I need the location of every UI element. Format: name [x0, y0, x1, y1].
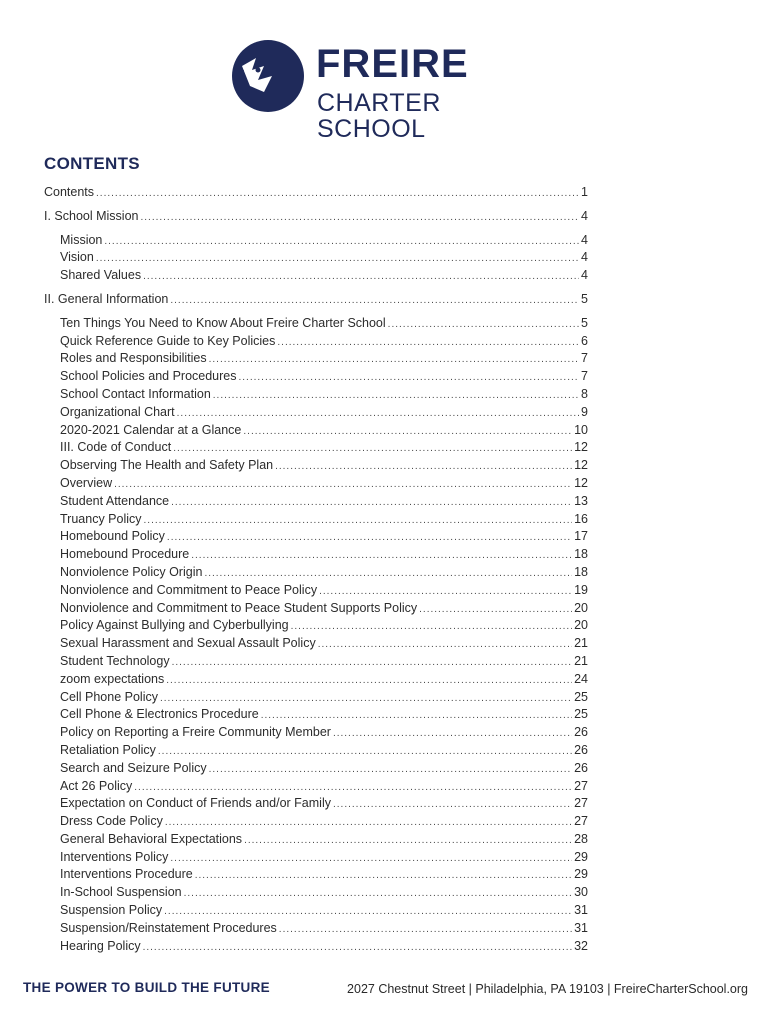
toc-entry[interactable]: [44, 813, 588, 831]
toc-leader-dots: [195, 867, 572, 885]
toc-leader-dots: [275, 458, 572, 476]
toc-entry[interactable]: [44, 564, 588, 582]
toc-entry-title: School Policies and Procedures: [60, 369, 237, 384]
toc-entry-title: Hearing Policy: [60, 938, 141, 953]
toc-entry-title: General Behavioral Expectations: [60, 831, 243, 846]
toc-entry-title: Policy Against Bullying and Cyberbullying: [60, 618, 289, 633]
toc-entry[interactable]: [44, 724, 588, 742]
toc-entry-page: 12: [574, 440, 588, 455]
toc-entry-title: Roles and Responsibilities: [60, 351, 207, 366]
toc-entry-title: Truancy Policy: [60, 511, 142, 526]
toc-entry-title: Interventions Procedure: [60, 867, 193, 882]
toc-leader-dots: [96, 250, 579, 268]
toc-entry-page: 16: [574, 511, 588, 526]
toc-leader-dots: [143, 939, 573, 957]
toc-entry[interactable]: [44, 849, 588, 867]
toc-entry-title: Search and Seizure Policy: [60, 760, 207, 775]
toc-leader-dots: [333, 725, 572, 743]
toc-entry[interactable]: [44, 689, 588, 707]
brand-subtitle: CHARTER SCHOOL: [317, 89, 441, 143]
toc-entry-title: Dress Code Policy: [60, 814, 163, 829]
toc-entry[interactable]: [44, 404, 588, 422]
toc-leader-dots: [388, 316, 579, 334]
toc-entry-page: 18: [574, 547, 588, 562]
toc-entry[interactable]: [44, 184, 588, 202]
toc-entry[interactable]: [44, 439, 588, 457]
toc-entry-title: zoom expectations: [60, 671, 165, 686]
toc-entry-page: 25: [574, 707, 588, 722]
toc-entry[interactable]: [44, 635, 588, 653]
toc-entry[interactable]: [44, 232, 588, 250]
toc-entry[interactable]: [44, 546, 588, 564]
toc-entry-title: 2020-2021 Calendar at a Glance: [60, 422, 242, 437]
toc-leader-dots: [114, 476, 572, 494]
toc-entry-title: III. Code of Conduct: [60, 440, 172, 455]
toc-entry-page: 25: [574, 689, 588, 704]
toc-entry[interactable]: [44, 208, 588, 226]
school-logo: [228, 36, 548, 143]
toc-entry-title: Cell Phone Policy: [60, 689, 158, 704]
toc-leader-dots: [204, 565, 572, 583]
toc-entry-page: 29: [574, 849, 588, 864]
toc-entry-title: Policy on Reporting a Freire Community Member: [60, 725, 331, 740]
toc-entry[interactable]: [44, 902, 588, 920]
toc-entry-page: 20: [574, 600, 588, 615]
toc-entry-page: 26: [574, 742, 588, 757]
toc-entry[interactable]: [44, 333, 588, 351]
toc-leader-dots: [164, 903, 572, 921]
toc-entry-page: 31: [574, 920, 588, 935]
toc-entry[interactable]: [44, 582, 588, 600]
toc-entry-title: I. School Mission: [44, 208, 139, 223]
toc-leader-dots: [184, 885, 572, 903]
toc-entry-title: Contents: [44, 185, 95, 199]
toc-entry-page: 19: [574, 582, 588, 597]
toc-entry-page: 4: [581, 208, 588, 223]
toc-leader-dots: [165, 814, 572, 832]
toc-entry[interactable]: [44, 267, 588, 285]
toc-entry-page: 29: [574, 867, 588, 882]
toc-entry-title: II. General Information: [44, 291, 169, 306]
toc-entry-title: Quick Reference Guide to Key Policies: [60, 333, 276, 348]
toc-entry-page: 26: [574, 725, 588, 740]
toc-entry[interactable]: [44, 386, 588, 404]
toc-leader-dots: [172, 654, 573, 672]
toc-entry-title: Nonviolence Policy Origin: [60, 564, 203, 579]
toc-leader-dots: [209, 351, 579, 369]
toc-entry-title: Homebound Procedure: [60, 547, 190, 562]
toc-entry-page: 31: [574, 903, 588, 918]
toc-entry-title: Overview: [60, 475, 113, 490]
toc-entry[interactable]: [44, 920, 588, 938]
toc-entry[interactable]: [44, 291, 588, 309]
toc-entry-page: 9: [581, 404, 588, 419]
toc-entry-title: Mission: [60, 232, 103, 247]
toc-entry-title: Expectation on Conduct of Friends and/or Family: [60, 796, 331, 811]
toc-entry-page: 5: [581, 291, 588, 306]
toc-entry-page: 27: [574, 814, 588, 829]
toc-entry-title: Student Attendance: [60, 493, 170, 508]
toc-entry-title: Ten Things You Need to Know About Freire Charter School: [60, 315, 386, 330]
toc-leader-dots: [239, 369, 580, 387]
toc-entry-title: Shared Values: [60, 268, 142, 283]
toc-entry[interactable]: [44, 457, 588, 475]
toc-leader-dots: [419, 601, 572, 619]
toc-leader-dots: [279, 921, 572, 939]
toc-entry-page: 20: [574, 618, 588, 633]
toc-leader-dots: [104, 233, 579, 251]
brand-name: FREIRE: [316, 42, 469, 86]
toc-entry[interactable]: [44, 493, 588, 511]
toc-leader-dots: [291, 618, 572, 636]
toc-entry-page: 21: [574, 653, 588, 668]
toc-entry[interactable]: [44, 671, 588, 689]
toc-entry-page: 21: [574, 636, 588, 651]
toc-entry-title: Homebound Policy: [60, 529, 165, 544]
toc-leader-dots: [170, 850, 572, 868]
toc-entry-page: 27: [574, 796, 588, 811]
toc-entry-title: Student Technology: [60, 653, 170, 668]
toc-leader-dots: [158, 743, 572, 761]
toc-entry-title: Cell Phone & Electronics Procedure: [60, 707, 259, 722]
toc-leader-dots: [243, 423, 572, 441]
toc-entry-title: Act 26 Policy: [60, 778, 133, 793]
table-of-contents: [44, 184, 588, 955]
toc-leader-dots: [140, 209, 579, 227]
toc-leader-dots: [143, 268, 579, 286]
toc-heading: CONTENTS: [44, 154, 140, 173]
toc-leader-dots: [209, 761, 572, 779]
toc-leader-dots: [319, 583, 572, 601]
toc-entry-page: 27: [574, 778, 588, 793]
toc-entry-title: Nonviolence and Commitment to Peace Policy: [60, 582, 318, 597]
toc-entry-page: 13: [574, 493, 588, 508]
toc-leader-dots: [318, 636, 572, 654]
toc-entry-page: 8: [581, 386, 588, 401]
toc-entry-page: 6: [581, 333, 588, 348]
toc-entry[interactable]: [44, 422, 588, 440]
toc-entry[interactable]: [44, 778, 588, 796]
dragon-emblem-icon: [228, 36, 308, 116]
toc-leader-dots: [166, 672, 572, 690]
toc-entry[interactable]: [44, 511, 588, 529]
toc-leader-dots: [160, 690, 572, 708]
toc-entry-title: Organizational Chart: [60, 404, 175, 419]
toc-entry[interactable]: [44, 617, 588, 635]
toc-leader-dots: [191, 547, 572, 565]
toc-leader-dots: [173, 440, 572, 458]
toc-entry-title: Vision: [60, 250, 94, 265]
toc-leader-dots: [261, 707, 572, 725]
toc-leader-dots: [167, 529, 572, 547]
toc-entry-page: 4: [581, 232, 588, 247]
toc-entry-page: 28: [574, 831, 588, 846]
toc-leader-dots: [134, 779, 572, 797]
toc-leader-dots: [96, 185, 579, 203]
toc-entry-title: Observing The Health and Safety Plan: [60, 458, 274, 473]
toc-entry-title: Nonviolence and Commitment to Peace Student Supports Policy: [60, 600, 418, 615]
toc-entry-page: 1: [581, 185, 588, 199]
toc-entry[interactable]: [44, 528, 588, 546]
toc-entry[interactable]: [44, 742, 588, 760]
toc-entry-page: 5: [581, 315, 588, 330]
toc-leader-dots: [333, 796, 572, 814]
toc-entry-title: Sexual Harassment and Sexual Assault Policy: [60, 636, 316, 651]
toc-entry-page: 17: [574, 529, 588, 544]
toc-entry[interactable]: [44, 706, 588, 724]
toc-entry[interactable]: [44, 938, 588, 956]
toc-entry-title: Suspension Policy: [60, 903, 163, 918]
toc-entry-page: 12: [574, 475, 588, 490]
toc-entry-page: 10: [574, 422, 588, 437]
toc-entry[interactable]: [44, 350, 588, 368]
toc-entry-title: School Contact Information: [60, 386, 211, 401]
toc-entry-page: 18: [574, 564, 588, 579]
toc-entry[interactable]: [44, 368, 588, 386]
toc-entry[interactable]: [44, 884, 588, 902]
toc-entry-page: 26: [574, 760, 588, 775]
toc-leader-dots: [170, 292, 579, 310]
toc-entry[interactable]: [44, 760, 588, 778]
toc-leader-dots: [171, 494, 572, 512]
toc-entry[interactable]: [44, 795, 588, 813]
toc-entry[interactable]: [44, 600, 588, 618]
toc-entry-page: 4: [581, 268, 588, 283]
toc-leader-dots: [213, 387, 579, 405]
toc-leader-dots: [244, 832, 572, 850]
toc-entry-page: 30: [574, 885, 588, 900]
toc-entry-title: In-School Suspension: [60, 885, 182, 900]
footer-tagline: THE POWER TO BUILD THE FUTURE: [23, 980, 270, 995]
toc-entry[interactable]: [44, 831, 588, 849]
toc-entry-page: 12: [574, 458, 588, 473]
toc-entry-page: 32: [574, 938, 588, 953]
toc-entry[interactable]: [44, 315, 588, 333]
toc-entry-page: 7: [581, 369, 588, 384]
toc-entry-page: 7: [581, 351, 588, 366]
toc-entry[interactable]: [44, 249, 588, 267]
toc-entry-title: Interventions Policy: [60, 849, 169, 864]
toc-leader-dots: [277, 334, 579, 352]
toc-entry[interactable]: [44, 653, 588, 671]
toc-leader-dots: [177, 405, 579, 423]
toc-entry-page: 24: [574, 671, 588, 686]
toc-entry-title: Suspension/Reinstatement Procedures: [60, 920, 277, 935]
toc-entry-title: Retaliation Policy: [60, 742, 156, 757]
toc-entry-page: 4: [581, 250, 588, 265]
toc-entry[interactable]: [44, 866, 588, 884]
footer-address: 2027 Chestnut Street | Philadelphia, PA 19103 | FreireCharterSchool.org: [347, 982, 748, 996]
toc-leader-dots: [144, 512, 573, 530]
toc-entry[interactable]: [44, 475, 588, 493]
